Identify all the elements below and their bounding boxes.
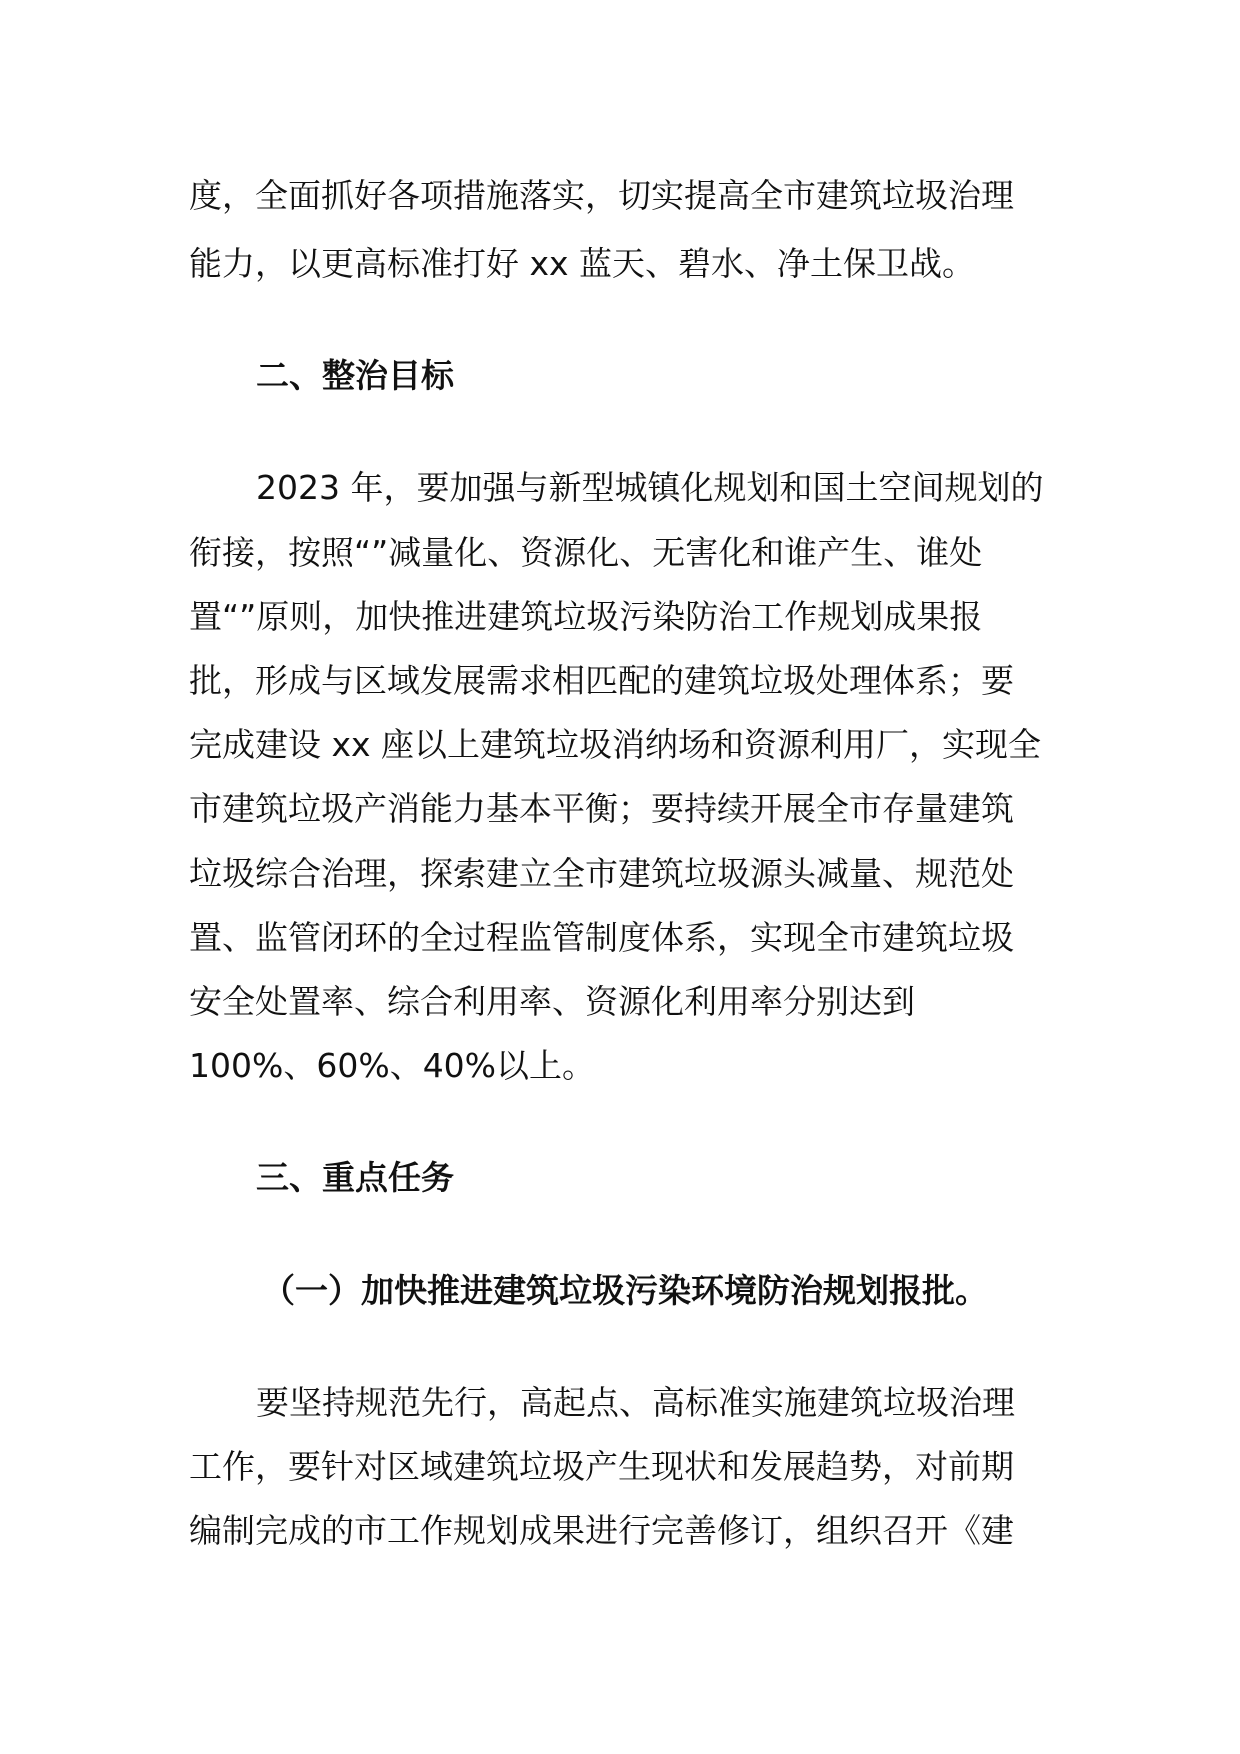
paragraph-line: 衔接，按照“”减量化、资源化、无害化和谁产生、谁处 (189, 533, 983, 572)
paragraph-line: 度，全面抓好各项措施落实，切实提高全市建筑垃圾治理 (189, 176, 1014, 215)
paragraph-line: 垃圾综合治理，探索建立全市建筑垃圾源头减量、规范处 (189, 854, 1014, 893)
paragraph-line: 能力，以更高标准打好 xx 蓝天、碧水、净土保卫战。 (189, 244, 976, 283)
paragraph-line: 2023 年，要加强与新型城镇化规划和国土空间规划的 (256, 468, 1044, 507)
paragraph-line: 编制完成的市工作规划成果进行完善修订，组织召开《建 (189, 1511, 1014, 1550)
paragraph-line: 市建筑垃圾产消能力基本平衡；要持续开展全市存量建筑 (189, 789, 1014, 828)
paragraph-line: 完成建设 xx 座以上建筑垃圾消纳场和资源利用厂，实现全 (189, 725, 1042, 764)
subsection-heading: （一）加快推进建筑垃圾污染环境防治规划报批。 (262, 1271, 988, 1310)
paragraph-line: 要坚持规范先行，高起点、高标准实施建筑垃圾治理 (256, 1383, 1015, 1422)
paragraph-line: 批，形成与区域发展需求相匹配的建筑垃圾处理体系；要 (189, 661, 1014, 700)
paragraph-line: 工作，要针对区域建筑垃圾产生现状和发展趋势，对前期 (189, 1447, 1014, 1486)
section-heading-targets: 二、整治目标 (256, 356, 454, 395)
section-heading-tasks: 三、重点任务 (256, 1158, 454, 1197)
paragraph-line: 置、监管闭环的全过程监管制度体系，实现全市建筑垃圾 (189, 918, 1014, 957)
paragraph-line: 置“”原则，加快推进建筑垃圾污染防治工作规划成果报 (189, 597, 983, 636)
paragraph-line: 100%、60%、40%以上。 (189, 1046, 596, 1085)
paragraph-line: 安全处置率、综合利用率、资源化利用率分别达到 (189, 982, 915, 1021)
